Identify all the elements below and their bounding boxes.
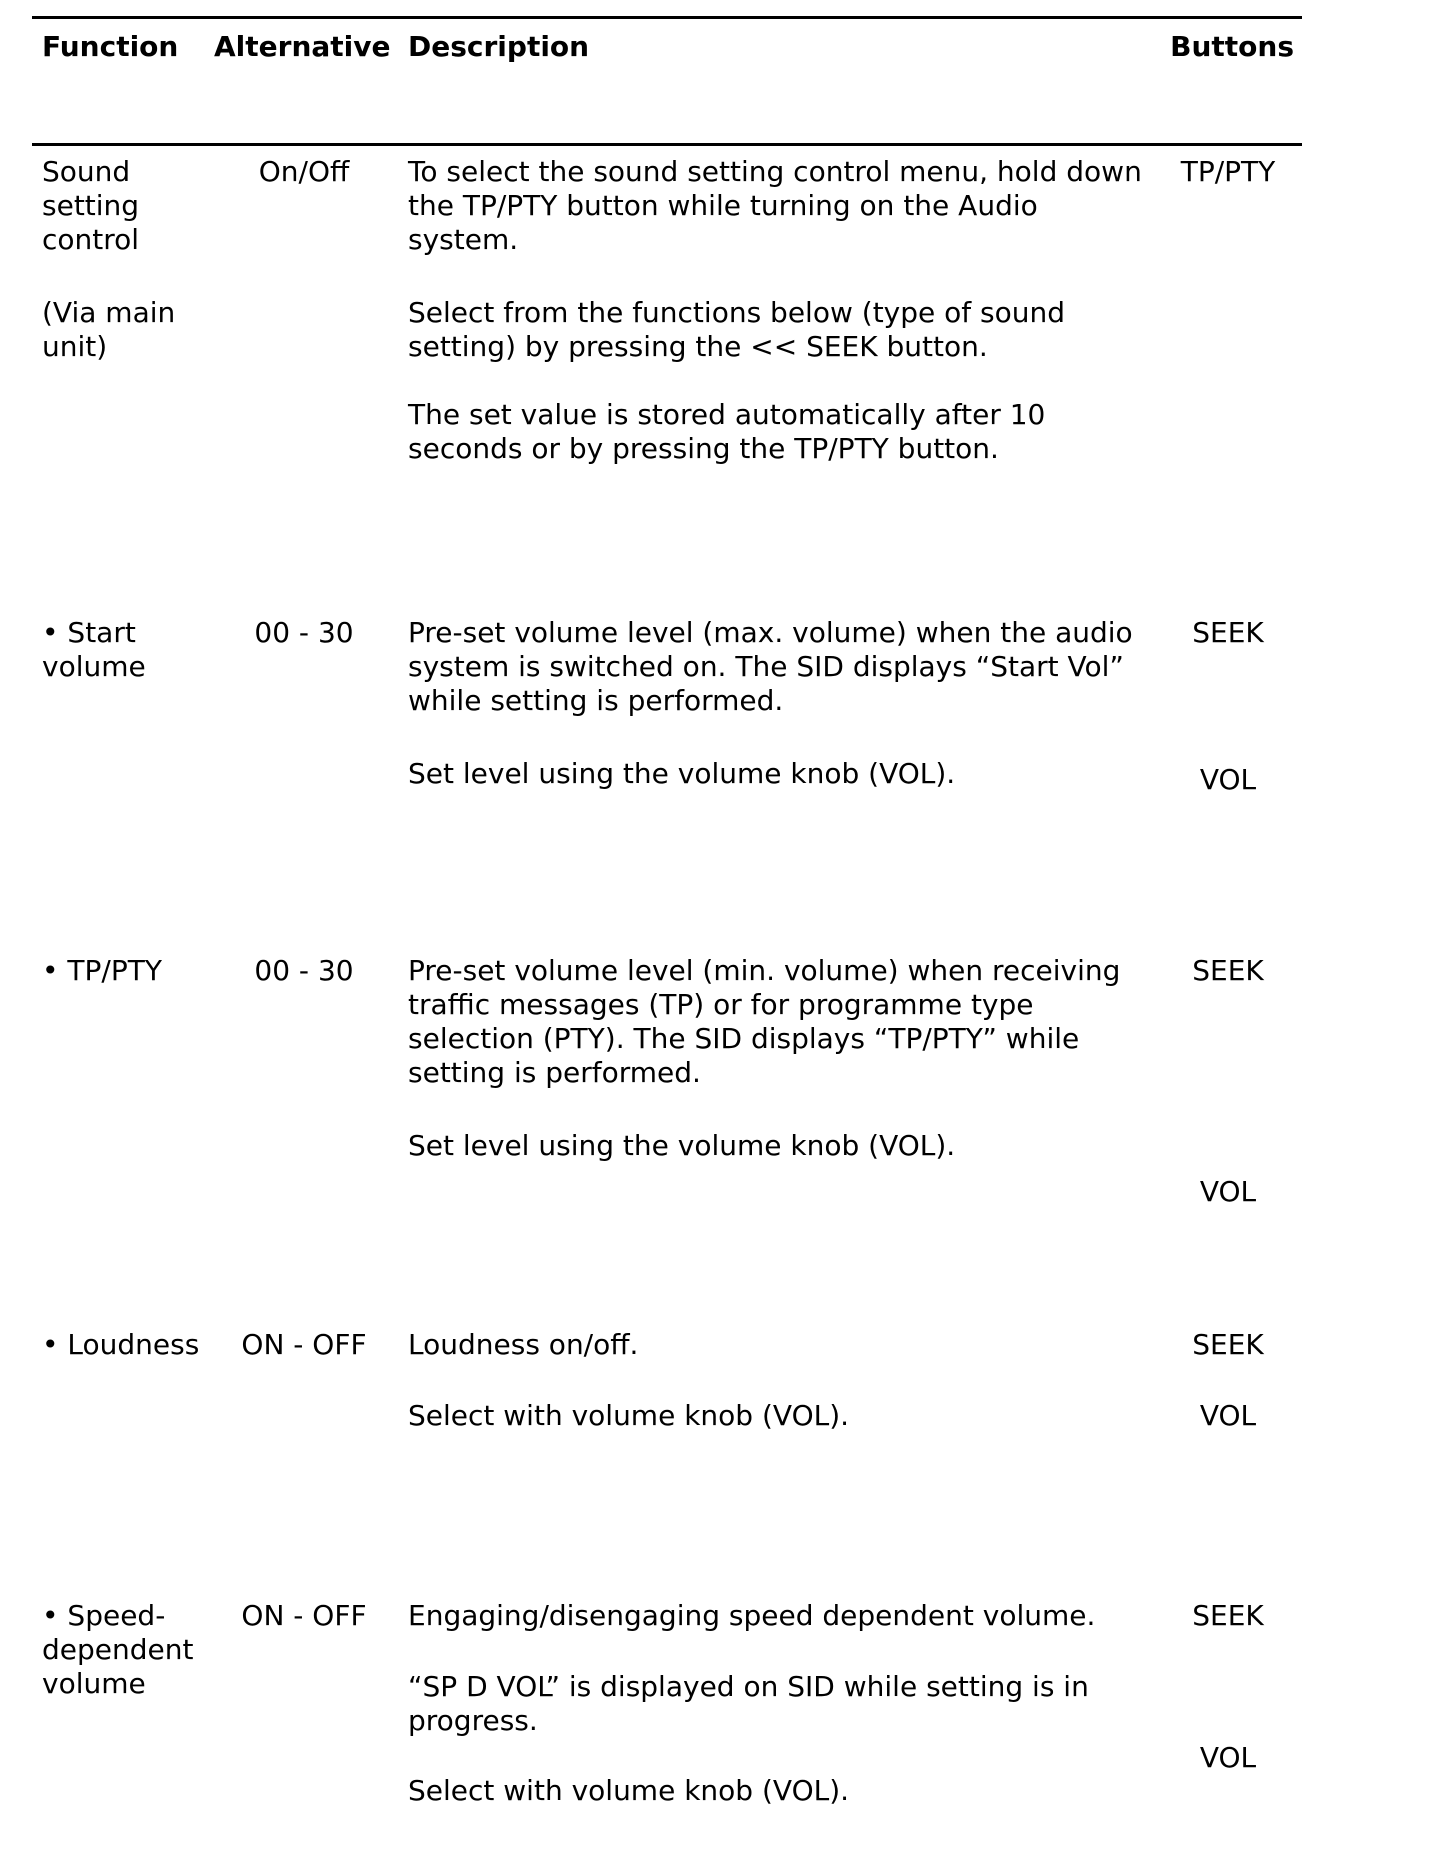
- description-line: setting is performed.: [408, 1056, 701, 1089]
- row-alternative: 00 - 30: [254, 616, 354, 649]
- row-function-note: [42, 296, 212, 364]
- description-line: The set value is stored automatically after 10: [408, 398, 1046, 431]
- row-function-sound-setting: [42, 155, 212, 257]
- function-line: • Loudness: [42, 1328, 200, 1361]
- row-description: [408, 1399, 1158, 1433]
- description-line: seconds or by pressing the TP/PTY button.: [408, 432, 999, 465]
- row-description: [408, 296, 1158, 364]
- row-description: [408, 1129, 1158, 1163]
- row-button: SEEK: [1192, 954, 1264, 987]
- description-line: Engaging/disengaging speed dependent volume.: [408, 1599, 1096, 1632]
- row-function-start-volume: [42, 616, 212, 684]
- header-description: Description: [408, 30, 590, 63]
- row-alternative: ON - OFF: [241, 1328, 367, 1361]
- row-button: VOL: [1199, 1175, 1257, 1208]
- header-function: Function: [42, 30, 179, 63]
- header-alternative: Alternative: [214, 30, 391, 63]
- row-function-tp-pty: [42, 954, 212, 988]
- description-line: Select with volume knob (VOL).: [408, 1399, 850, 1432]
- function-line: volume: [42, 650, 146, 683]
- row-alternative: 00 - 30: [254, 954, 354, 987]
- row-description: [408, 1670, 1158, 1738]
- row-description: [408, 954, 1158, 1090]
- row-button: SEEK: [1192, 1599, 1264, 1632]
- function-line: volume: [42, 1667, 146, 1700]
- row-alternative: ON - OFF: [241, 1599, 367, 1632]
- description-line: Select with volume knob (VOL).: [408, 1774, 850, 1807]
- row-function-speed-dependent-volume: [42, 1599, 212, 1701]
- description-line: Set level using the volume knob (VOL).: [408, 1129, 956, 1162]
- description-line: selection (PTY). The SID displays “TP/PTY” while: [408, 1022, 1080, 1055]
- function-line: • Start: [42, 616, 136, 649]
- row-button: SEEK: [1192, 1328, 1264, 1361]
- row-alternative: On/Off: [258, 155, 350, 188]
- description-line: progress.: [408, 1704, 538, 1737]
- table-top-rule: [32, 16, 1302, 19]
- description-line: system.: [408, 223, 519, 256]
- description-line: the TP/PTY button while turning on the Audio: [408, 189, 1038, 222]
- row-description: [408, 1774, 1158, 1808]
- description-line: “SP D VOL” is displayed on SID while setting is in: [408, 1670, 1089, 1703]
- description-line: traffic messages (TP) or for programme type: [408, 988, 1034, 1021]
- description-line: Pre-set volume level (min. volume) when receiving: [408, 954, 1121, 987]
- function-line: Sound: [42, 155, 131, 188]
- row-function-loudness: [42, 1328, 212, 1362]
- description-line: while setting is performed.: [408, 684, 784, 717]
- row-button: VOL: [1199, 1399, 1257, 1432]
- function-line: setting: [42, 189, 140, 222]
- function-line: • TP/PTY: [42, 954, 162, 987]
- function-note-line: (Via main: [42, 296, 176, 329]
- description-line: Pre-set volume level (max. volume) when the audio: [408, 616, 1133, 649]
- row-button: VOL: [1199, 763, 1257, 796]
- row-button: TP/PTY: [1180, 155, 1276, 188]
- row-description: [408, 757, 1158, 791]
- function-note-line: unit): [42, 330, 108, 363]
- description-line: setting) by pressing the << SEEK button.: [408, 330, 988, 363]
- header-buttons: Buttons: [1170, 30, 1294, 63]
- row-description: [408, 1599, 1158, 1633]
- row-description: [408, 398, 1158, 466]
- function-line: control: [42, 223, 140, 256]
- row-description: [408, 1328, 1158, 1362]
- header-rule: [32, 143, 1302, 146]
- function-line: • Speed-: [42, 1599, 166, 1632]
- row-button: VOL: [1199, 1741, 1257, 1774]
- row-description: [408, 616, 1158, 718]
- description-line: Loudness on/off.: [408, 1328, 639, 1361]
- description-line: Set level using the volume knob (VOL).: [408, 757, 956, 790]
- row-button: SEEK: [1192, 616, 1264, 649]
- description-line: Select from the functions below (type of sound: [408, 296, 1066, 329]
- description-line: To select the sound setting control menu, hold down: [408, 155, 1142, 188]
- function-line: dependent: [42, 1633, 194, 1666]
- row-description: [408, 155, 1158, 257]
- description-line: system is switched on. The SID displays “Start Vol”: [408, 650, 1124, 683]
